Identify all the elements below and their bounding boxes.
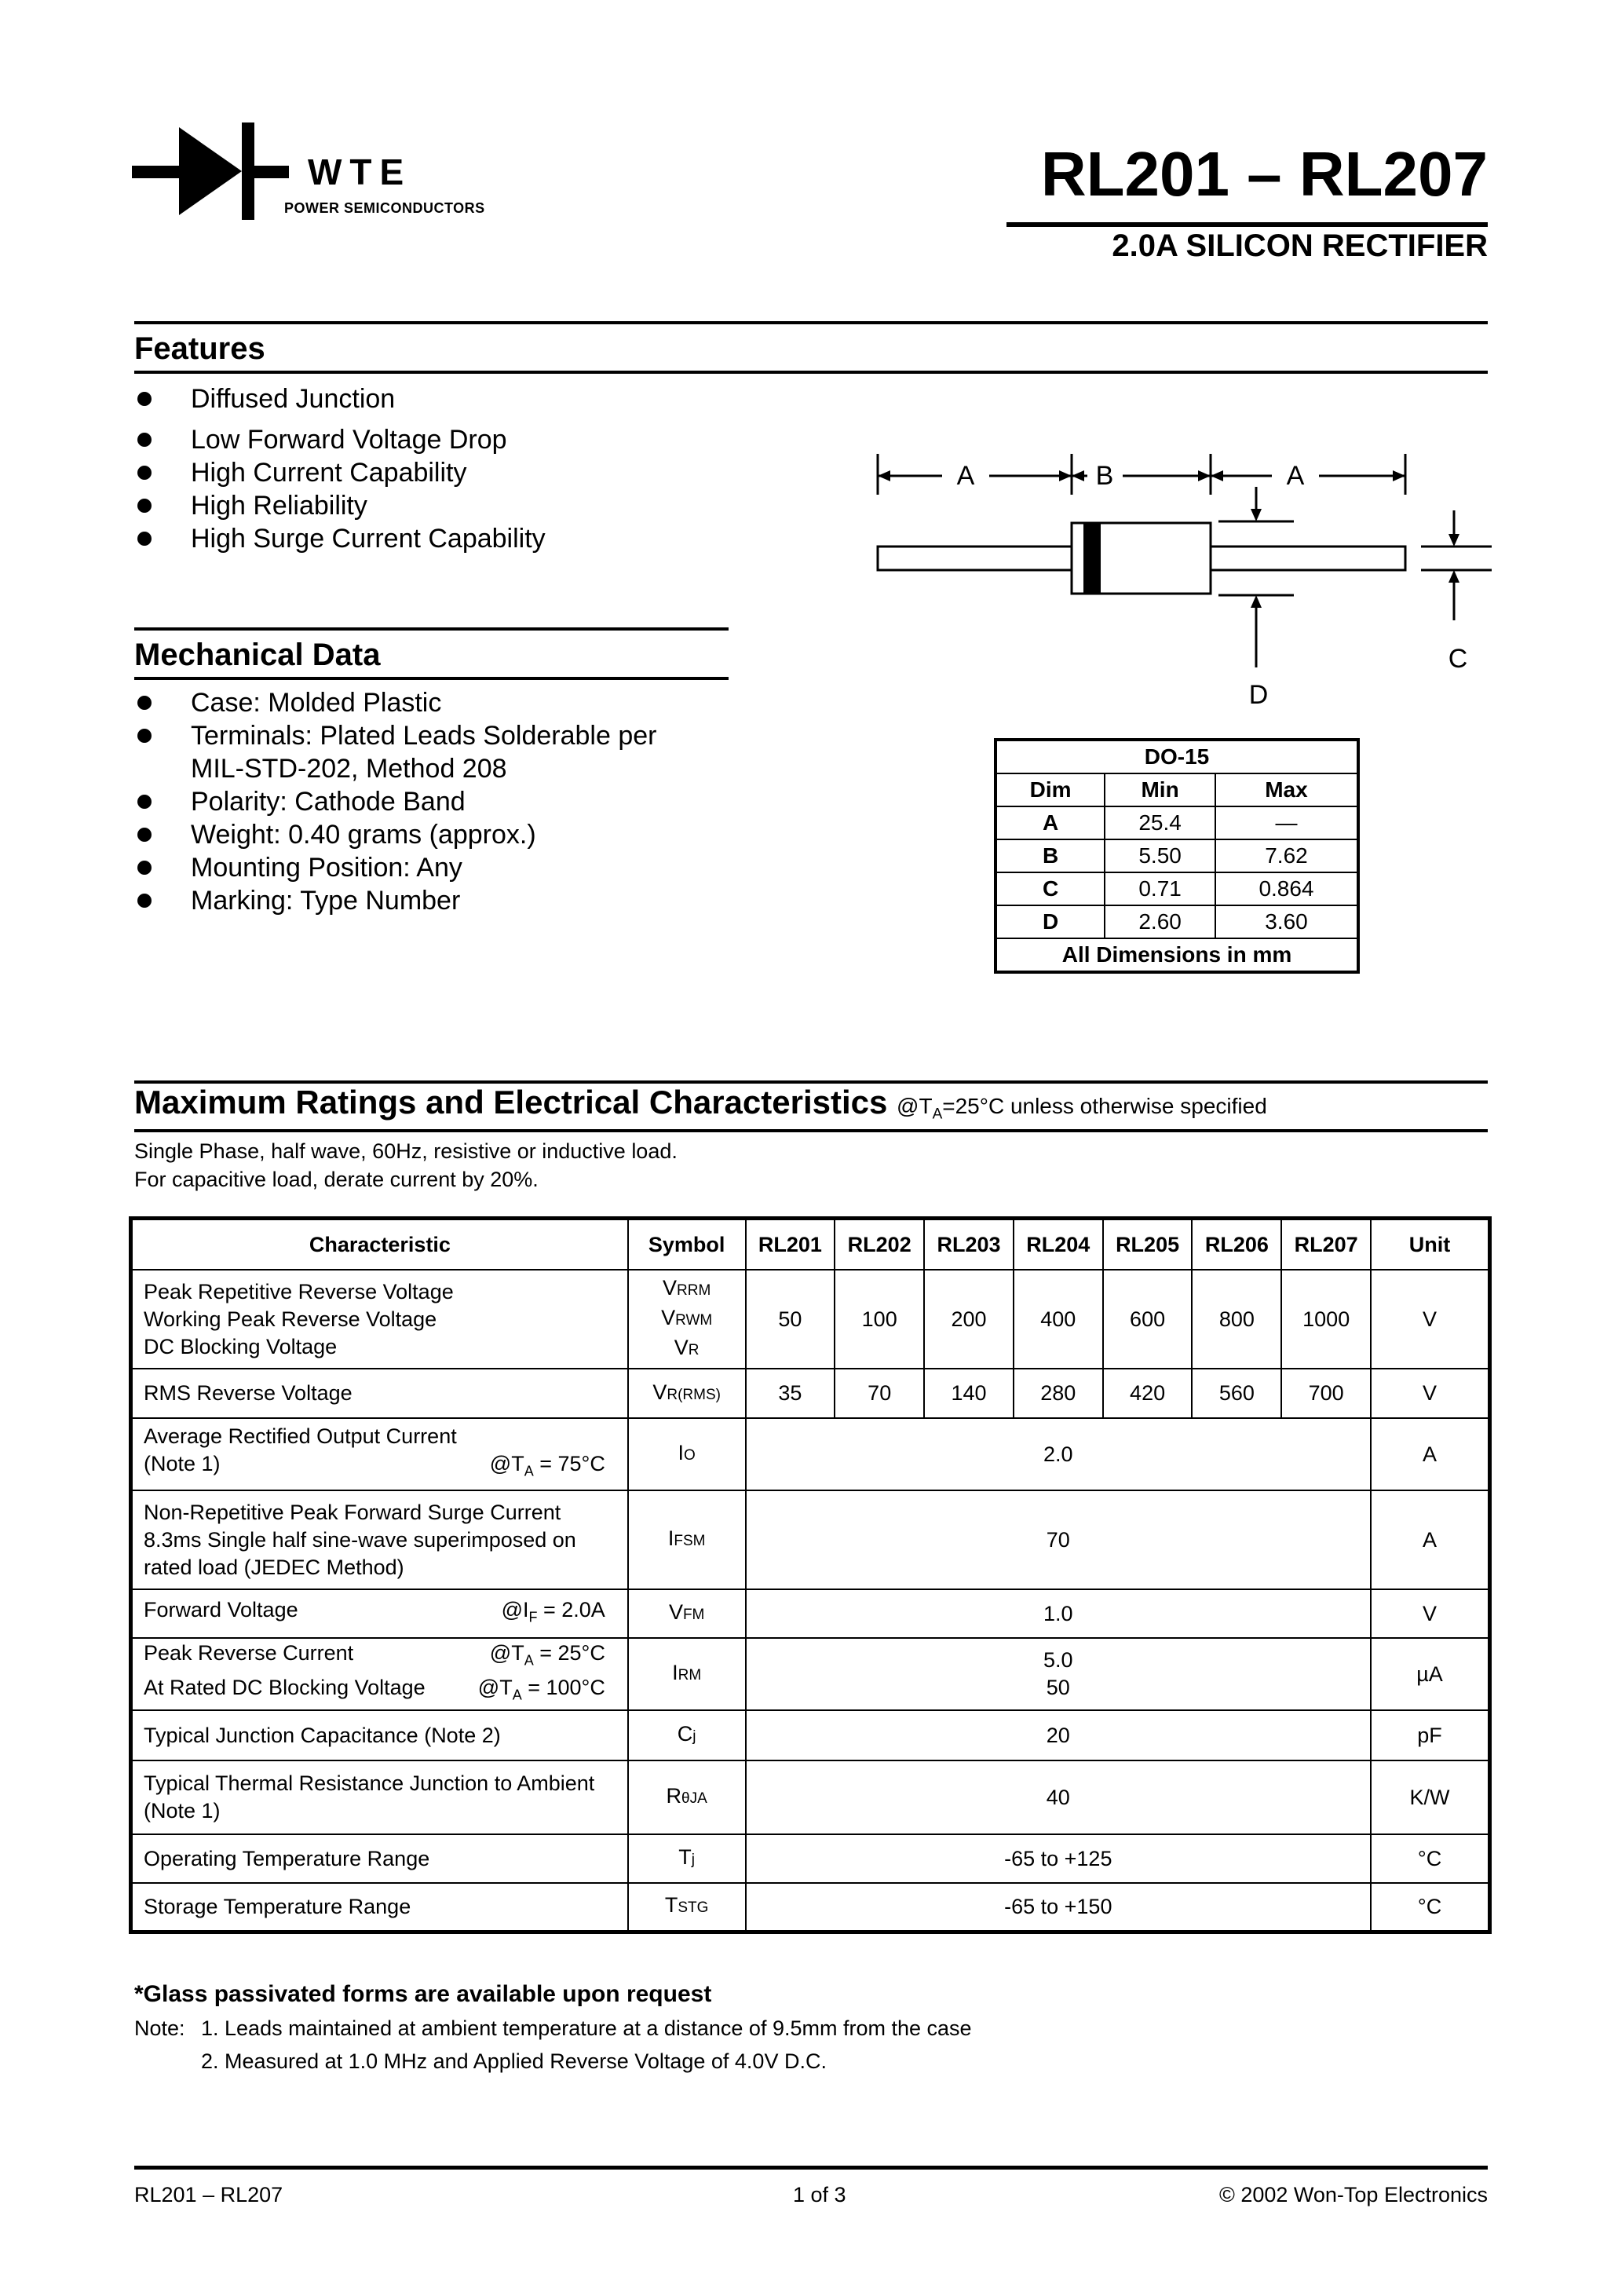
test-condition	[490, 1450, 605, 1485]
symbol-cell	[628, 1710, 746, 1760]
characteristic-cell	[131, 1270, 628, 1369]
characteristic-line	[144, 1596, 627, 1631]
feature-item: High Surge Current Capability	[134, 522, 546, 555]
ratings-table	[129, 1216, 1492, 1934]
symbol-letter: T	[678, 1845, 692, 1869]
title-rule	[1006, 222, 1488, 227]
value-cell: 50	[746, 1270, 835, 1369]
value-line: 5.0	[1043, 1648, 1073, 1672]
symbol-sub: RRM	[677, 1282, 711, 1299]
max-cell: 3.60	[1215, 905, 1358, 938]
characteristic-cell: RMS Reverse Voltage	[131, 1369, 628, 1418]
value-cell: -65 to +150	[746, 1883, 1372, 1932]
characteristic-line: Peak Repetitive Reverse Voltage	[144, 1279, 454, 1303]
characteristic-cell	[131, 1418, 628, 1490]
mechanical-bottom-rule	[134, 677, 729, 680]
characteristic-cell: Typical Junction Capacitance (Note 2)	[131, 1710, 628, 1760]
test-condition	[478, 1674, 605, 1709]
symbol-letter: C	[677, 1722, 693, 1746]
max-cell: 0.864	[1215, 872, 1358, 905]
characteristic-line	[144, 1450, 627, 1485]
table-row	[131, 1710, 1490, 1760]
test-condition	[490, 1640, 605, 1674]
symbol-cell	[628, 1589, 746, 1638]
dim-label-d: D	[1248, 680, 1269, 710]
value-cell: 1.0	[746, 1589, 1372, 1638]
symbol-cell	[628, 1270, 746, 1369]
table-row	[131, 1638, 1490, 1710]
value-cell: 1000	[1281, 1270, 1371, 1369]
symbol-letter: V	[652, 1380, 667, 1404]
symbol-sub: θJA	[681, 1790, 707, 1807]
condition-prefix: @T	[897, 1094, 933, 1118]
glass-passivated-note: *Glass passivated forms are available upon request	[134, 1981, 712, 2007]
characteristic-line: Non-Repetitive Peak Forward Surge Current	[144, 1500, 561, 1524]
part-header: RL203	[924, 1219, 1014, 1270]
unit-cell: A	[1371, 1490, 1489, 1589]
characteristic-line	[144, 1674, 627, 1709]
mechanical-item: Marking: Type Number	[134, 884, 656, 917]
symbol-letter: I	[667, 1526, 674, 1550]
symbol-sub: RWM	[675, 1312, 713, 1329]
table-row	[995, 839, 1358, 872]
symbol-cell	[628, 1369, 746, 1418]
symbol-letter: R	[666, 1784, 682, 1808]
feature-item: High Reliability	[134, 489, 546, 522]
characteristic-cell	[131, 1760, 628, 1834]
ratings-condition	[897, 1094, 1267, 1123]
value-cell	[746, 1638, 1372, 1710]
table-row	[995, 872, 1358, 905]
features-title: Features	[134, 331, 265, 366]
symbol-sub: STG	[678, 1899, 709, 1917]
value-cell: 420	[1103, 1369, 1193, 1418]
cond-rest: = 75°C	[533, 1452, 605, 1476]
package-diagram	[864, 440, 1507, 722]
dimension-table	[994, 738, 1360, 974]
footer-rule	[134, 2166, 1488, 2170]
copyright: © 2002 Won-Top Electronics	[1218, 2183, 1488, 2206]
characteristic-cell	[131, 1589, 628, 1638]
part-header: RL204	[1014, 1219, 1103, 1270]
value-cell: 40	[746, 1760, 1372, 1834]
characteristic-line: (Note 1)	[144, 1799, 221, 1823]
symbol-cell	[628, 1760, 746, 1834]
characteristic-line: Typical Thermal Resistance Junction to Ambient	[144, 1771, 595, 1795]
characteristic-line: rated load (JEDEC Method)	[144, 1555, 404, 1579]
min-cell: 25.4	[1105, 806, 1215, 839]
characteristic-cell	[131, 1490, 628, 1589]
features-top-rule	[134, 321, 1488, 324]
ratings-title	[134, 1086, 1267, 1122]
page-number: 1 of 3	[793, 2183, 846, 2206]
feature-item: High Current Capability	[134, 456, 546, 489]
min-cell: 2.60	[1105, 905, 1215, 938]
characteristic-text: Peak Reverse Current	[144, 1640, 354, 1665]
value-cell: 200	[924, 1270, 1014, 1369]
max-cell: —	[1215, 806, 1358, 839]
mechanical-item: Terminals: Plated Leads Solderable per	[134, 719, 656, 752]
value-cell: 400	[1014, 1270, 1103, 1369]
ratings-bottom-rule	[134, 1129, 1488, 1132]
value-cell: 70	[835, 1369, 924, 1418]
package-name: DO-15	[995, 740, 1358, 773]
cond-sub: A	[524, 1652, 534, 1668]
note-ref: (Note 1)	[144, 1452, 221, 1476]
symbol-cell	[628, 1834, 746, 1883]
symbol-letter: I	[672, 1661, 678, 1684]
condition-sub: A	[932, 1106, 943, 1123]
table-row	[131, 1834, 1490, 1883]
table-row	[131, 1369, 1490, 1418]
brand-subtitle: POWER SEMICONDUCTORS	[284, 200, 485, 216]
symbol-letter: V	[668, 1600, 683, 1624]
dim-cell: A	[995, 806, 1105, 839]
part-header: RL207	[1281, 1219, 1371, 1270]
symbol-cell	[628, 1883, 746, 1932]
dim-cell: D	[995, 905, 1105, 938]
features-bottom-rule	[134, 371, 1488, 374]
ratings-note-1: Single Phase, half wave, 60Hz, resistive or inductive load.	[134, 1139, 678, 1163]
table-row	[131, 1490, 1490, 1589]
ratings-note-2: For capacitive load, derate current by 20%.	[134, 1168, 539, 1191]
mechanical-item: Case: Molded Plastic	[134, 686, 656, 719]
value-cell: 35	[746, 1369, 835, 1418]
symbol-letter: I	[678, 1441, 685, 1464]
part-header: RL202	[835, 1219, 924, 1270]
feature-item: Low Forward Voltage Drop	[134, 423, 546, 456]
dim-cell: B	[995, 839, 1105, 872]
unit-cell: µA	[1371, 1638, 1489, 1710]
characteristic-line: Average Rectified Output Current	[144, 1424, 457, 1449]
unit-cell: V	[1371, 1589, 1489, 1638]
symbol-letter: V	[661, 1306, 676, 1329]
symbol-sub: j	[691, 1852, 696, 1868]
table-row	[131, 1270, 1490, 1369]
dim-label-c: C	[1448, 644, 1468, 674]
wte-logo-icon	[132, 122, 289, 220]
feature-item: Diffused Junction	[134, 382, 546, 415]
test-condition	[502, 1596, 605, 1631]
cond-prefix: @T	[477, 1676, 513, 1699]
value-cell: 560	[1192, 1369, 1281, 1418]
unit-cell: °C	[1371, 1883, 1489, 1932]
unit-cell: pF	[1371, 1710, 1489, 1760]
characteristic-header: Characteristic	[131, 1219, 628, 1270]
symbol-letter: T	[664, 1893, 678, 1918]
value-line: 50	[1046, 1676, 1070, 1699]
part-header: RL206	[1192, 1219, 1281, 1270]
table-row	[131, 1883, 1490, 1932]
note-label: Note:	[134, 2016, 185, 2040]
cond-prefix: @I	[501, 1597, 529, 1621]
mechanical-item-continued: MIL-STD-202, Method 208	[191, 754, 507, 784]
characteristic-line: Working Peak Reverse Voltage	[144, 1307, 437, 1331]
page-title: RL201 – RL207	[1040, 139, 1488, 209]
characteristic-line: DC Blocking Voltage	[144, 1334, 338, 1358]
max-cell: 7.62	[1215, 839, 1358, 872]
characteristic-cell: Operating Temperature Range	[131, 1834, 628, 1883]
mechanical-list	[134, 686, 656, 917]
table-header-row	[131, 1219, 1490, 1270]
value-cell: 20	[746, 1710, 1372, 1760]
characteristic-text: At Rated DC Blocking Voltage	[144, 1676, 426, 1699]
cond-sub: A	[512, 1687, 522, 1703]
value-cell: 600	[1103, 1270, 1193, 1369]
part-header: RL201	[746, 1219, 835, 1270]
table-row	[131, 1589, 1490, 1638]
features-list	[134, 382, 546, 555]
max-header: Max	[1215, 773, 1358, 806]
symbol-sub: FSM	[674, 1533, 706, 1549]
unit-cell: °C	[1371, 1834, 1489, 1883]
table-row	[995, 806, 1358, 839]
mechanical-item: Mounting Position: Any	[134, 851, 656, 884]
page-subtitle: 2.0A SILICON RECTIFIER	[1112, 229, 1488, 263]
min-cell: 0.71	[1105, 872, 1215, 905]
mechanical-top-rule	[134, 627, 729, 631]
min-cell: 5.50	[1105, 839, 1215, 872]
unit-cell: V	[1371, 1270, 1489, 1369]
value-cell: 280	[1014, 1369, 1103, 1418]
cond-rest: = 100°C	[521, 1676, 605, 1699]
cond-prefix: @T	[489, 1640, 524, 1665]
ratings-title-text: Maximum Ratings and Electrical Characteristics	[134, 1084, 888, 1121]
footer-part-range: RL201 – RL207	[134, 2183, 283, 2206]
symbol-sub: R(RMS)	[667, 1386, 721, 1403]
table-row	[131, 1418, 1490, 1490]
characteristic-line	[144, 1640, 627, 1674]
value-cell: 2.0	[746, 1418, 1372, 1490]
cond-rest: = 2.0A	[537, 1597, 605, 1621]
dim-label-a-left: A	[956, 461, 975, 491]
cond-sub: F	[528, 1609, 538, 1625]
unit-cell: A	[1371, 1418, 1489, 1490]
unit-cell: K/W	[1371, 1760, 1489, 1834]
characteristic-text: Forward Voltage	[144, 1597, 298, 1621]
table-row	[131, 1760, 1490, 1834]
symbol-sub: RM	[678, 1667, 702, 1684]
unit-header: Unit	[1371, 1219, 1489, 1270]
dimension-footer: All Dimensions in mm	[995, 938, 1358, 972]
symbol-sub: FM	[682, 1607, 705, 1623]
note-2: 2. Measured at 1.0 MHz and Applied Reverse Voltage of 4.0V D.C.	[201, 2049, 827, 2073]
mechanical-item: Polarity: Cathode Band	[134, 785, 656, 818]
dim-label-b: B	[1095, 461, 1114, 491]
characteristic-cell	[131, 1638, 628, 1710]
table-row	[995, 905, 1358, 938]
symbol-sub: j	[692, 1728, 696, 1745]
value-cell: 70	[746, 1490, 1372, 1589]
symbol-letter: V	[674, 1336, 689, 1359]
symbol-sub: O	[684, 1447, 696, 1464]
symbol-cell	[628, 1490, 746, 1589]
note-1: 1. Leads maintained at ambient temperature at a distance of 9.5mm from the case	[201, 2016, 972, 2040]
dim-header: Dim	[995, 773, 1105, 806]
dim-cell: C	[995, 872, 1105, 905]
characteristic-cell: Storage Temperature Range	[131, 1883, 628, 1932]
dim-label-a-right: A	[1286, 461, 1305, 491]
mechanical-title: Mechanical Data	[134, 638, 381, 672]
cond-rest: = 25°C	[533, 1640, 605, 1665]
symbol-letter: V	[663, 1276, 678, 1300]
characteristic-line: 8.3ms Single half sine-wave superimposed on	[144, 1527, 576, 1552]
min-header: Min	[1105, 773, 1215, 806]
value-cell: 700	[1281, 1369, 1371, 1418]
value-cell: -65 to +125	[746, 1834, 1372, 1883]
value-cell: 100	[835, 1270, 924, 1369]
brand-name: WTE	[308, 152, 412, 192]
value-cell: 800	[1192, 1270, 1281, 1369]
condition-rest: =25°C unless otherwise specified	[942, 1094, 1267, 1118]
unit-cell: V	[1371, 1369, 1489, 1418]
symbol-cell	[628, 1418, 746, 1490]
cond-prefix: @T	[489, 1452, 524, 1476]
cond-sub: A	[524, 1463, 534, 1479]
mechanical-item: Weight: 0.40 grams (approx.)	[134, 818, 656, 851]
symbol-cell	[628, 1638, 746, 1710]
symbol-header: Symbol	[628, 1219, 746, 1270]
symbol-sub: R	[688, 1342, 700, 1358]
part-header: RL205	[1103, 1219, 1193, 1270]
value-cell: 140	[924, 1369, 1014, 1418]
